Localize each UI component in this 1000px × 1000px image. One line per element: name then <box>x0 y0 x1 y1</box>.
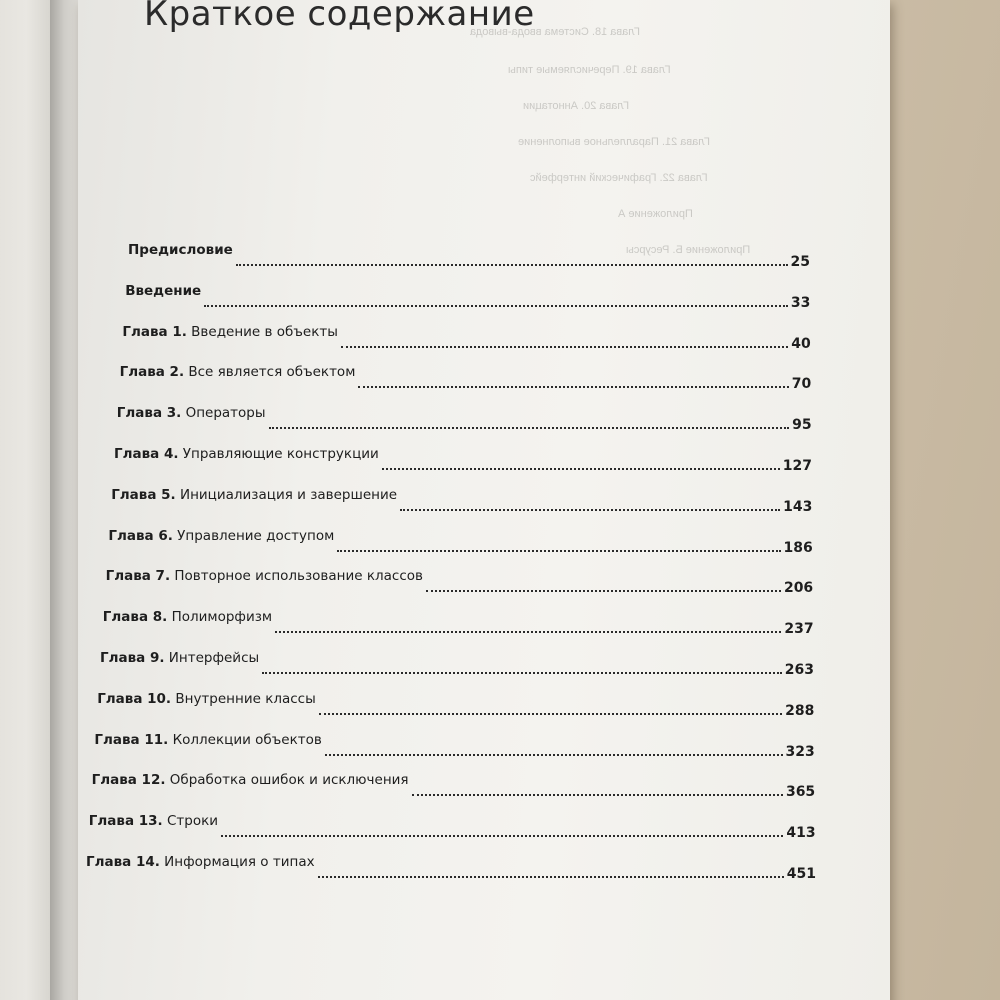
toc-entry <box>122 324 810 352</box>
toc-entry-label <box>106 568 423 584</box>
toc-entry <box>125 283 810 311</box>
toc-chapter-number: Глава 14. <box>86 854 160 870</box>
toc-chapter-title: Информация о типах <box>164 854 315 870</box>
toc-entry-label <box>100 650 259 666</box>
toc-entry <box>106 568 814 596</box>
toc-chapter-title: Инициализация и завершение <box>179 486 398 503</box>
toc-chapter-title: Коллекции объектов <box>172 731 322 748</box>
toc-chapter-number: Глава 1. <box>122 323 187 340</box>
toc-chapter-number: Глава 5. <box>111 486 176 503</box>
toc-chapter-title: Обработка ошибок и исключения <box>169 772 409 789</box>
toc-entry <box>92 772 816 800</box>
toc-page-number: 365 <box>785 784 816 801</box>
show-through-line: Глава 18. Система ввода-вывода <box>470 26 640 38</box>
toc-entry-label <box>117 405 266 421</box>
show-through-line: Приложение Б. Ресурсы <box>626 244 751 256</box>
toc-page-number: 143 <box>783 498 813 515</box>
toc-chapter-title: Повторное использование классов <box>174 568 423 585</box>
toc-chapter-number: Глава 2. <box>119 364 185 381</box>
toc-leader-dots <box>262 672 782 674</box>
left-facing-page <box>0 0 55 1000</box>
toc-chapter-number: Глава 3. <box>116 405 182 422</box>
toc-leader-dots <box>221 835 783 837</box>
toc-leader-dots <box>204 305 788 307</box>
toc-chapter-number: Глава 11. <box>94 731 169 748</box>
toc-entry-label <box>89 813 218 829</box>
toc-entry <box>108 528 812 556</box>
toc-entry <box>100 650 814 678</box>
toc-entry-label <box>108 528 334 544</box>
toc-entry-label <box>94 732 321 748</box>
toc-leader-dots <box>236 264 788 266</box>
toc-leader-dots <box>319 713 782 715</box>
table-of-contents <box>78 0 890 1000</box>
toc-entry-label <box>92 772 409 788</box>
toc-entry-label <box>103 609 272 625</box>
toc-page-number: 25 <box>790 254 810 270</box>
toc-chapter-title: Операторы <box>185 405 266 422</box>
toc-page-number: 127 <box>782 458 812 474</box>
toc-chapter-title: Введение в объекты <box>191 323 338 340</box>
toc-entry-label <box>122 324 338 340</box>
page-title: Краткое содержание <box>144 0 535 34</box>
toc-entry-label <box>114 446 379 462</box>
toc-page-number: 206 <box>783 580 814 597</box>
toc-entry <box>120 364 812 392</box>
toc-leader-dots <box>426 590 781 592</box>
show-through-line: Глава 19. Перечисляемые типы <box>508 64 671 76</box>
toc-page-number: 323 <box>785 743 815 760</box>
toc-chapter-number: Глава 6. <box>108 527 173 544</box>
toc-chapter-title: Внутренние классы <box>175 690 316 707</box>
toc-chapter-title: Управляющие конструкции <box>182 446 379 462</box>
toc-leader-dots <box>412 794 783 796</box>
toc-page-number: 451 <box>786 866 816 882</box>
toc-chapter-number: Глава 12. <box>91 772 166 789</box>
show-through-line: Глава 20. Аннотации <box>523 100 630 112</box>
toc-leader-dots <box>358 386 788 388</box>
toc-leader-dots <box>325 754 783 756</box>
toc-chapter-number: Глава 4. <box>114 446 179 462</box>
toc-page-number: 70 <box>791 376 812 393</box>
toc-chapter-title: Управление доступом <box>177 527 335 544</box>
toc-chapter-number: Глава 9. <box>100 650 165 666</box>
toc-leader-dots <box>341 346 788 348</box>
toc-entry-label <box>120 364 356 380</box>
toc-entry <box>103 609 814 637</box>
toc-page-number: 237 <box>784 621 814 638</box>
toc-leader-dots <box>400 509 780 511</box>
toc-chapter-number: Глава 8. <box>102 609 168 626</box>
toc-entry <box>94 732 814 760</box>
toc-page-number: 95 <box>792 417 812 434</box>
toc-entry <box>111 487 812 515</box>
toc-chapter-title: Интерфейсы <box>168 650 260 666</box>
toc-page-number: 263 <box>784 662 814 678</box>
toc-section-title: Введение <box>125 282 202 299</box>
toc-entry-label <box>125 283 201 299</box>
toc-leader-dots <box>318 876 784 878</box>
book-page <box>78 0 890 1000</box>
toc-leader-dots <box>275 631 781 633</box>
toc-page-number: 186 <box>783 539 813 556</box>
toc-leader-dots <box>269 427 790 429</box>
toc-leader-dots <box>382 468 780 470</box>
toc-entry <box>97 691 814 719</box>
toc-entry <box>86 854 816 882</box>
toc-entry <box>114 446 812 474</box>
toc-entry <box>89 813 816 841</box>
toc-entry-label <box>97 691 316 707</box>
toc-entry-label <box>86 854 315 870</box>
toc-entry <box>128 242 810 270</box>
toc-page-number: 288 <box>785 702 815 719</box>
toc-page-number: 33 <box>790 294 811 311</box>
toc-leader-dots <box>337 550 780 552</box>
toc-chapter-number: Глава 10. <box>97 690 172 707</box>
toc-section-title: Предисловие <box>128 242 233 258</box>
toc-entry-label <box>128 242 233 258</box>
toc-entry <box>117 405 812 433</box>
show-through-line: Глава 21. Параллельное выполнение <box>518 136 711 148</box>
toc-chapter-title: Строки <box>166 813 219 830</box>
toc-chapter-number: Глава 7. <box>105 568 171 585</box>
toc-page-number: 413 <box>786 825 816 842</box>
toc-entry-label <box>111 487 397 503</box>
toc-chapter-title: Все является объектом <box>188 364 356 381</box>
toc-page-number: 40 <box>791 335 811 352</box>
show-through-line: Приложение А <box>618 208 693 220</box>
show-through-line: Глава 22. Графический интерфейс <box>530 172 708 184</box>
toc-chapter-number: Глава 13. <box>88 813 163 830</box>
toc-chapter-title: Полиморфизм <box>171 609 273 626</box>
